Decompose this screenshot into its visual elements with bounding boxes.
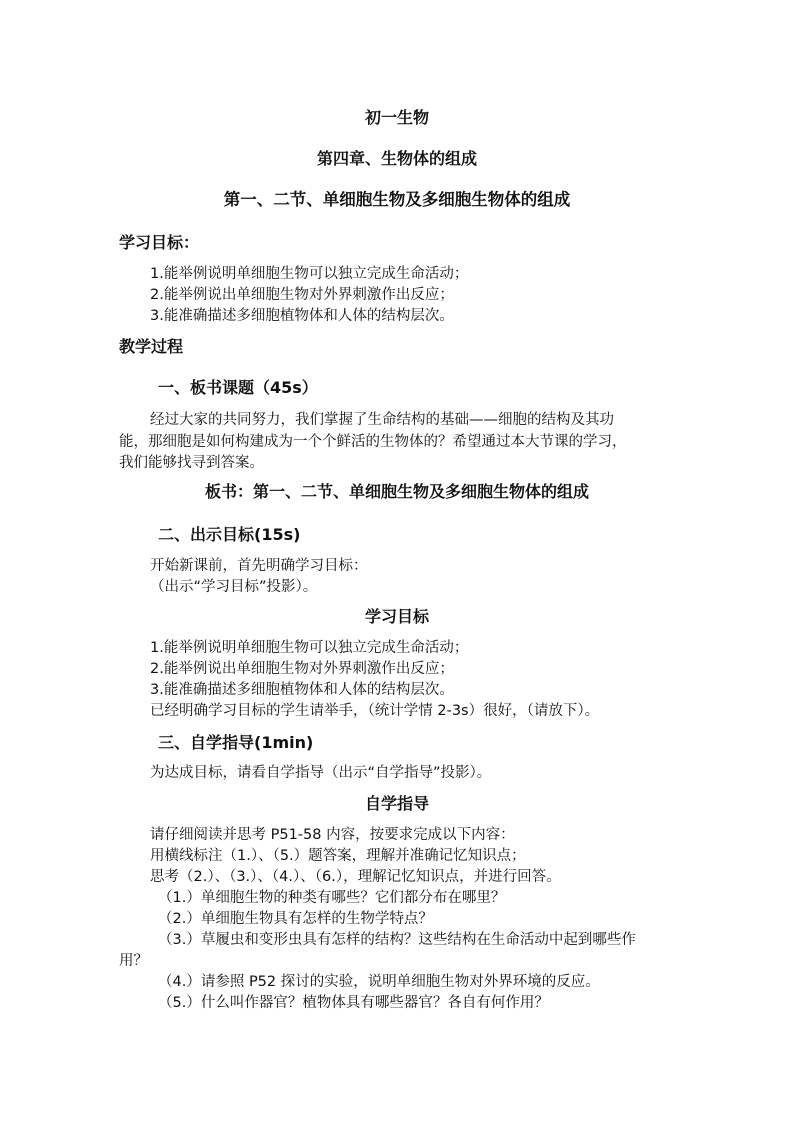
part3-intro: 为达成目标，请看自学指导（出示“自学指导”投影）。 bbox=[150, 765, 492, 781]
process-heading: 教学过程 bbox=[119, 337, 184, 356]
objective-item: 2.能举例说出单细胞生物对外界刺激作出反应； bbox=[150, 287, 454, 303]
question-item-continuation: 用？ bbox=[119, 953, 148, 969]
objective-item: 3.能准确描述多细胞植物体和人体的结构层次。 bbox=[150, 308, 454, 324]
part2-objective-item: 1.能举例说明单细胞生物可以独立完成生命活动； bbox=[150, 640, 469, 656]
part2-objective-item: 2.能举例说出单细胞生物对外界刺激作出反应； bbox=[150, 661, 454, 677]
board-writing: 板书：第一、二节、单细胞生物及多细胞生物体的组成 bbox=[204, 482, 589, 501]
question-item: （2.）单细胞生物具有怎样的生物学特点？ bbox=[158, 911, 433, 927]
part2-heading: 二、出示目标(15s) bbox=[158, 525, 301, 544]
part2-box-title: 学习目标 bbox=[364, 607, 429, 626]
part1-paragraph-line: 我们能够找寻到答案。 bbox=[119, 455, 264, 471]
section-title: 第一、二节、单细胞生物及多细胞生物体的组成 bbox=[223, 190, 571, 209]
part3-heading: 三、自学指导(1min) bbox=[158, 733, 314, 752]
part1-paragraph-line: 能，那细胞是如何构建成为一个个鲜活的生物体的？希望通过本大节课的学习， bbox=[119, 434, 627, 450]
objectives-heading: 学习目标： bbox=[119, 233, 200, 252]
question-item: （5.）什么叫作器官？植物体具有哪些器官？各自有何作用？ bbox=[158, 995, 549, 1011]
part3-line: 用横线标注（1.）、（5.）题答案，理解并准确记忆知识点； bbox=[150, 848, 526, 864]
part3-line: 思考（2.）、（3.）、（4.）、（6.），理解记忆知识点，并进行回答。 bbox=[150, 869, 561, 885]
question-item: （4.）请参照 P52 探讨的实验，说明单细胞生物对外界环境的反应。 bbox=[158, 974, 600, 990]
question-item: （1.）单细胞生物的种类有哪些？它们都分布在哪里？ bbox=[158, 890, 506, 906]
part3-line: 请仔细阅读并思考 P51-58 内容，按要求完成以下内容： bbox=[150, 827, 515, 843]
question-item: （3.）草履虫和变形虫具有怎样的结构？这些结构在生命活动中起到哪些作 bbox=[158, 932, 636, 948]
doc-title: 初一生物 bbox=[364, 108, 429, 127]
part2-closing: 已经明确学习目标的学生请举手，（统计学情 2-3s）很好，（请放下）。 bbox=[150, 703, 600, 719]
part1-heading: 一、板书课题（45s） bbox=[158, 378, 318, 397]
part1-paragraph-line: 经过大家的共同努力，我们掌握了生命结构的基础——细胞的结构及其功 bbox=[150, 412, 614, 428]
part2-line: （出示“学习目标”投影）。 bbox=[150, 579, 318, 595]
objective-item: 1.能举例说明单细胞生物可以独立完成生命活动； bbox=[150, 266, 469, 282]
part2-line: 开始新课前，首先明确学习目标： bbox=[150, 558, 368, 574]
chapter-title: 第四章、生物体的组成 bbox=[316, 149, 477, 168]
part2-objective-item: 3.能准确描述多细胞植物体和人体的结构层次。 bbox=[150, 682, 454, 698]
part3-box-title: 自学指导 bbox=[364, 794, 429, 813]
